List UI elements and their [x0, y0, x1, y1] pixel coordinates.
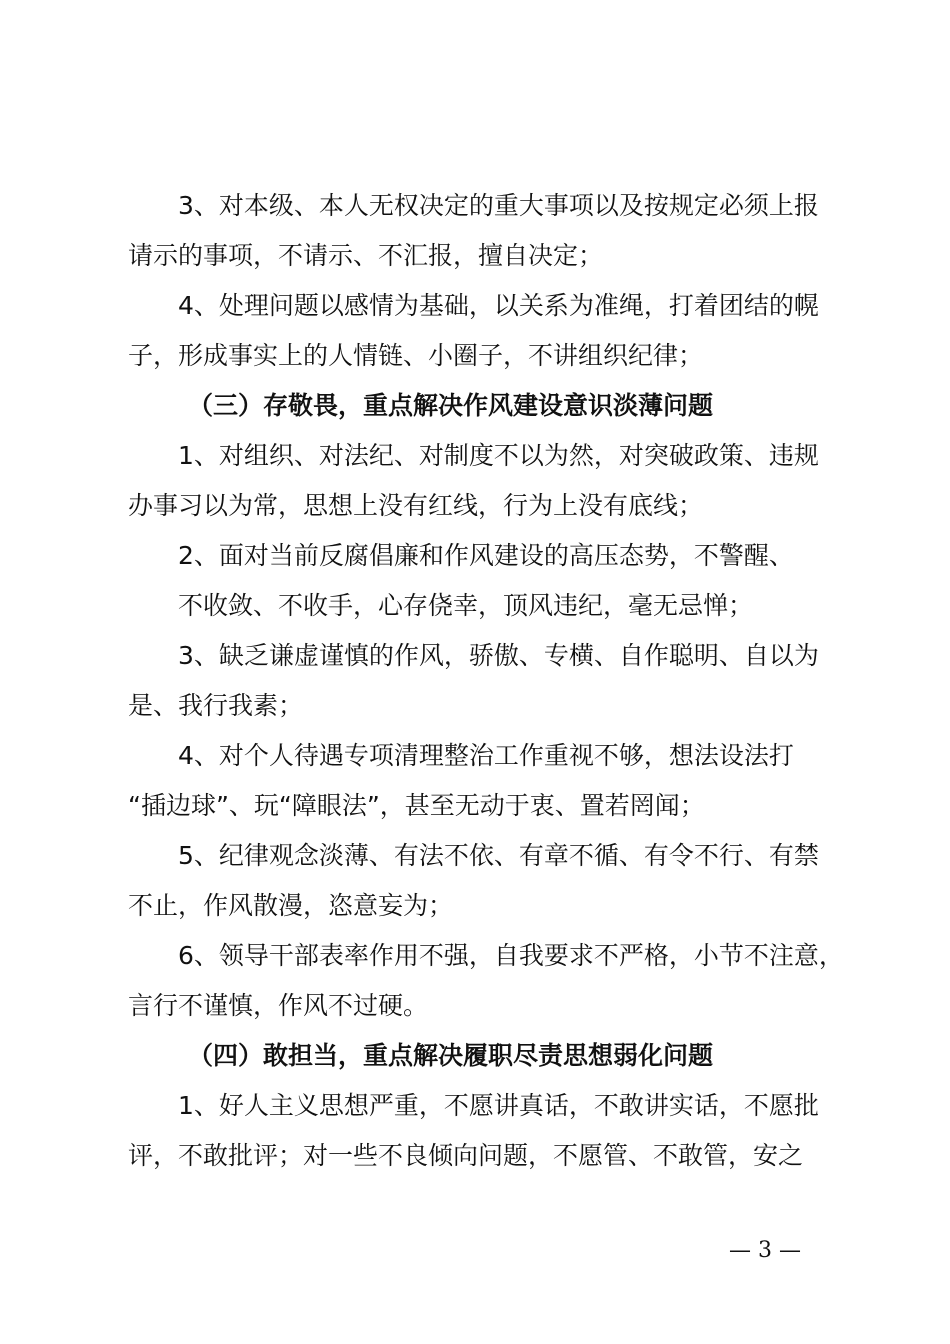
text-line: 3、缺乏谦虚谨慎的作风，骄傲、专横、自作聪明、自以为: [178, 641, 819, 670]
text-line: 1、好人主义思想严重，不愿讲真话，不敢讲实话，不愿批: [178, 1091, 819, 1120]
text-line: 2、面对当前反腐倡廉和作风建设的高压态势，不警醒、: [178, 541, 794, 570]
section-heading: （三）存敬畏，重点解决作风建设意识淡薄问题: [188, 391, 714, 420]
text-line: 子，形成事实上的人情链、小圈子，不讲组织纪律；: [128, 341, 704, 370]
section-heading: （四）敢担当，重点解决履职尽责思想弱化问题: [188, 1041, 714, 1070]
text-line: 评，不敢批评；对一些不良倾向问题，不愿管、不敢管，安之: [128, 1141, 804, 1170]
text-line: 4、处理问题以感情为基础，以关系为准绳，打着团结的幌: [178, 291, 819, 320]
text-line: 6、领导干部表率作用不强，自我要求不严格，小节不注意，: [178, 941, 844, 970]
text-line: 请示的事项，不请示、不汇报，擅自决定；: [128, 241, 604, 270]
text-line: 4、对个人待遇专项清理整治工作重视不够，想法设法打: [178, 741, 794, 770]
page-number: — 3 —: [729, 1238, 801, 1263]
text-line: 言行不谨慎，作风不过硬。: [128, 991, 429, 1020]
text-line: 不收敛、不收手，心存侥幸，顶风违纪，毫无忌惮；: [178, 591, 754, 620]
text-line: 5、纪律观念淡薄、有法不依、有章不循、有令不行、有禁: [178, 841, 819, 870]
text-line: 不止，作风散漫，恣意妄为；: [128, 891, 454, 920]
text-line: “插边球”、玩“障眼法”，甚至无动于衷、置若罔闻；: [128, 791, 705, 820]
text-line: 3、对本级、本人无权决定的重大事项以及按规定必须上报: [178, 191, 819, 220]
text-line: 办事习以为常，思想上没有红线，行为上没有底线；: [128, 491, 704, 520]
text-line: 1、对组织、对法纪、对制度不以为然，对突破政策、违规: [178, 441, 819, 470]
text-line: 是、我行我素；: [128, 691, 304, 720]
